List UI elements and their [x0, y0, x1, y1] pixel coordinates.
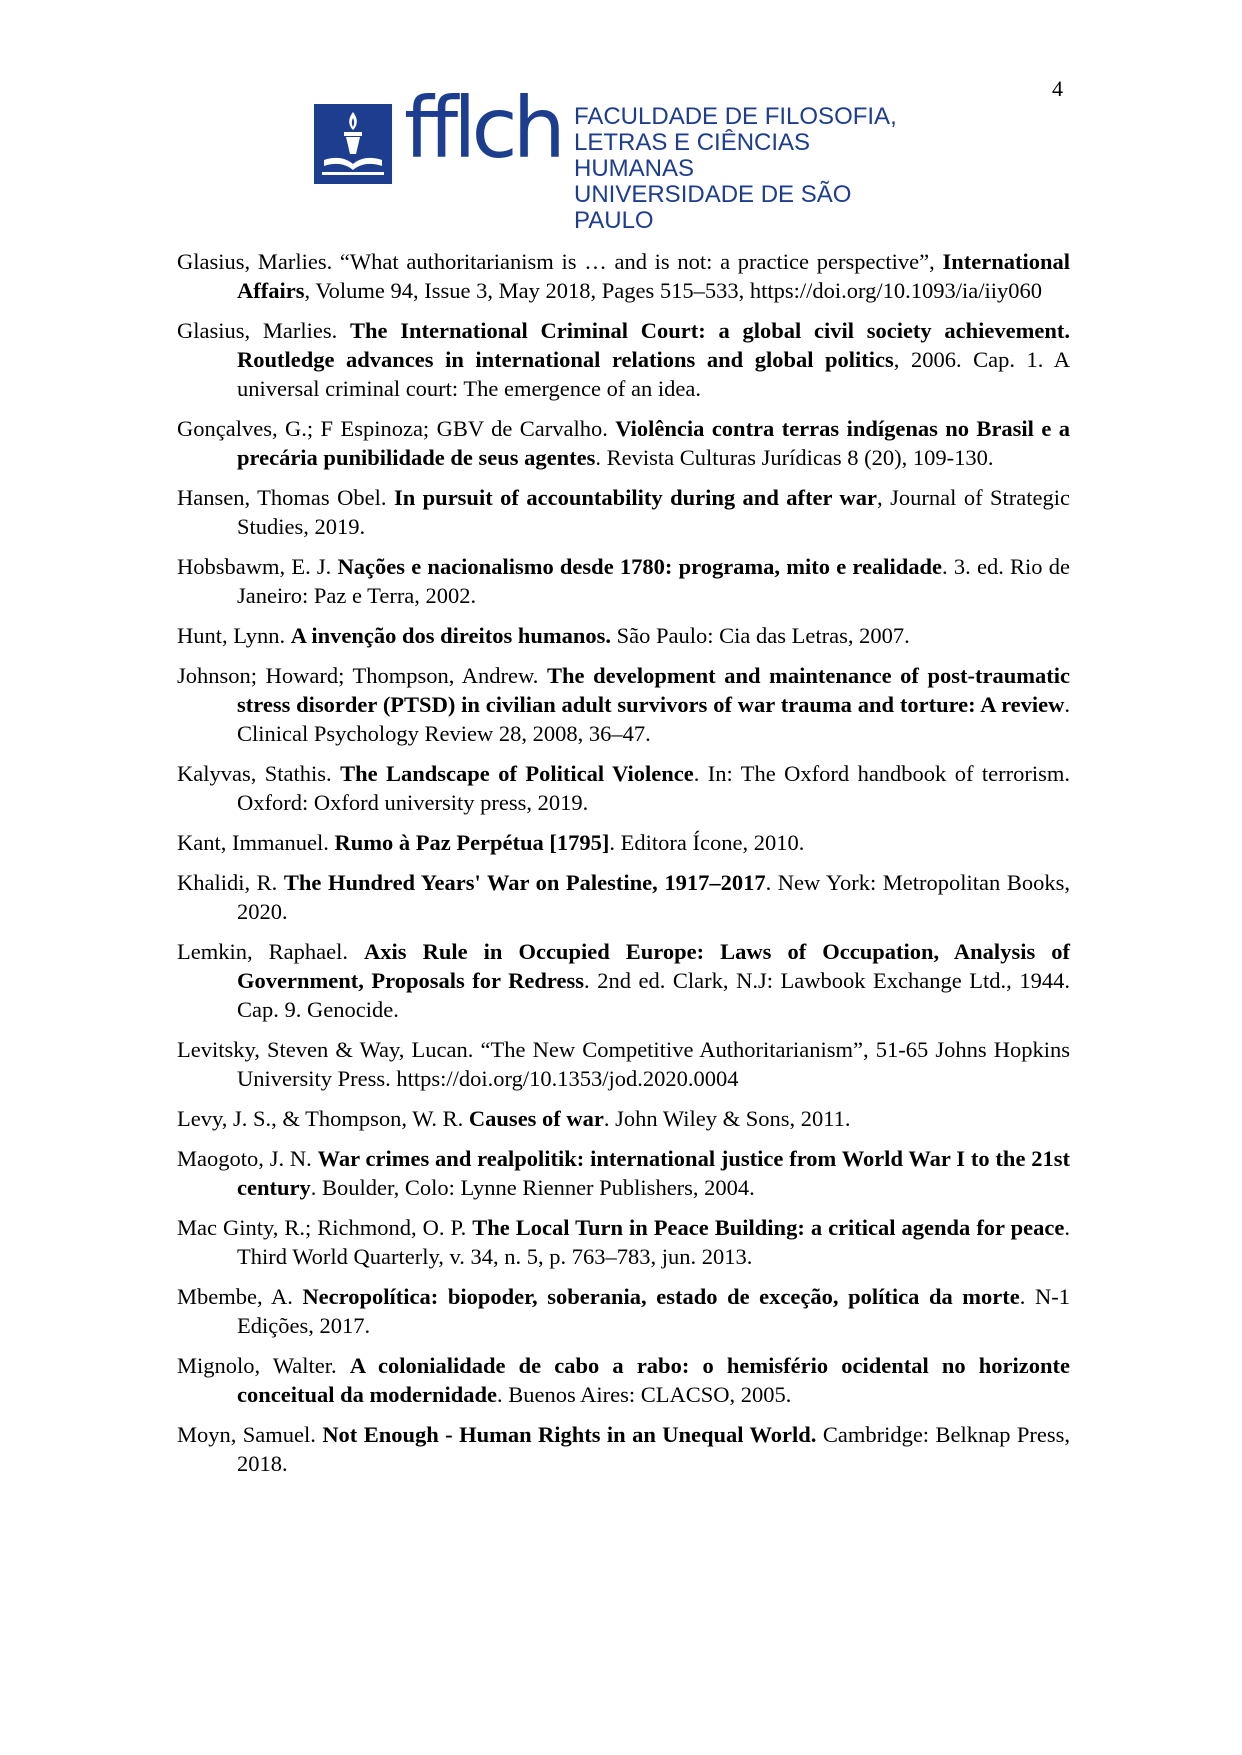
reference-item: Mignolo, Walter. A colonialidade de cabo a rabo: o hemisfério ocidental no horizonte conceitual da modernidade. Buenos Aires: CLACSO, 2005.: [177, 1353, 1070, 1407]
reference-item: Hunt, Lynn. A invenção dos direitos humanos. São Paulo: Cia das Letras, 2007.: [177, 623, 910, 648]
reference-item: Khalidi, R. The Hundred Years' War on Palestine, 1917–2017. New York: Metropolitan Books, 2020.: [177, 870, 1070, 924]
book-torch-emblem-icon: [314, 104, 392, 184]
reference-item: Lemkin, Raphael. Axis Rule in Occupied Europe: Laws of Occupation, Analysis of Government, Proposals for Redress. 2nd ed. Clark, N.J: Lawbook Exchange Ltd., 1944. Cap. 9. Genocide.: [177, 939, 1070, 1022]
institution-line-1: FACULDADE DE FILOSOFIA,: [574, 103, 897, 130]
reference-item: Kant, Immanuel. Rumo à Paz Perpétua [1795]. Editora Ícone, 2010.: [177, 830, 805, 855]
reference-item: Johnson; Howard; Thompson, Andrew. The development and maintenance of post-traumatic stress disorder (PTSD) in civilian adult survivors of war trauma and torture: A review. Clinical Psychology Review 28, 2008, 36–47.: [177, 663, 1070, 746]
reference-item: Moyn, Samuel. Not Enough - Human Rights in an Unequal World. Cambridge: Belknap Press, 2018.: [177, 1422, 1070, 1476]
institution-name: [574, 104, 904, 234]
reference-list: [177, 247, 1070, 1489]
reference-item: Kalyvas, Stathis. The Landscape of Political Violence. In: The Oxford handbook of terrorism. Oxford: Oxford university press, 2019.: [177, 761, 1070, 815]
reference-item: Levitsky, Steven & Way, Lucan. “The New Competitive Authoritarianism”, 51-65 Johns Hopkins University Press. https://doi.org/10.1353/jod.2020.0004: [177, 1037, 1070, 1091]
reference-item: Glasius, Marlies. “What authoritarianism is … and is not: a practice perspective”, International Affairs, Volume 94, Issue 3, May 2018, Pages 515–533, https://doi.org/10.1093/ia/iiy060: [177, 249, 1070, 303]
reference-item: Hansen, Thomas Obel. In pursuit of accountability during and after war, Journal of Strategic Studies, 2019.: [177, 485, 1071, 539]
institution-line-2: LETRAS E CIÊNCIAS HUMANAS: [574, 129, 811, 182]
logo-wordmark: fflch: [404, 79, 561, 177]
reference-item: Glasius, Marlies. The International Criminal Court: a global civil society achievement. Routledge advances in international relations and global politics, 2006. Cap. 1. A universal criminal court: The emergence of an idea.: [177, 318, 1071, 401]
reference-item: Mac Ginty, R.; Richmond, O. P. The Local Turn in Peace Building: a critical agenda for peace. Third World Quarterly, v. 34, n. 5, p. 763–783, jun. 2013.: [177, 1215, 1070, 1269]
fflch-logo: [314, 79, 904, 234]
reference-item: Mbembe, A. Necropolítica: biopoder, soberania, estado de exceção, política da morte. N-1 Edições, 2017.: [177, 1284, 1070, 1338]
reference-item: Maogoto, J. N. War crimes and realpolitik: international justice from World War I to the 21st century. Boulder, Colo: Lynne Rienner Publishers, 2004.: [177, 1146, 1071, 1200]
reference-item: Levy, J. S., & Thompson, W. R. Causes of war. John Wiley & Sons, 2011.: [177, 1106, 851, 1131]
page-number: 4: [1052, 76, 1063, 101]
reference-item: Hobsbawm, E. J. Nações e nacionalismo desde 1780: programa, mito e realidade. 3. ed. Rio de Janeiro: Paz e Terra, 2002.: [177, 554, 1070, 608]
reference-item: Gonçalves, G.; F Espinoza; GBV de Carvalho. Violência contra terras indígenas no Brasil e a precária punibilidade de seus agentes. Revista Culturas Jurídicas 8 (20), 109-130.: [177, 416, 1070, 470]
institution-line-3: UNIVERSIDADE DE SÃO PAULO: [574, 181, 852, 234]
